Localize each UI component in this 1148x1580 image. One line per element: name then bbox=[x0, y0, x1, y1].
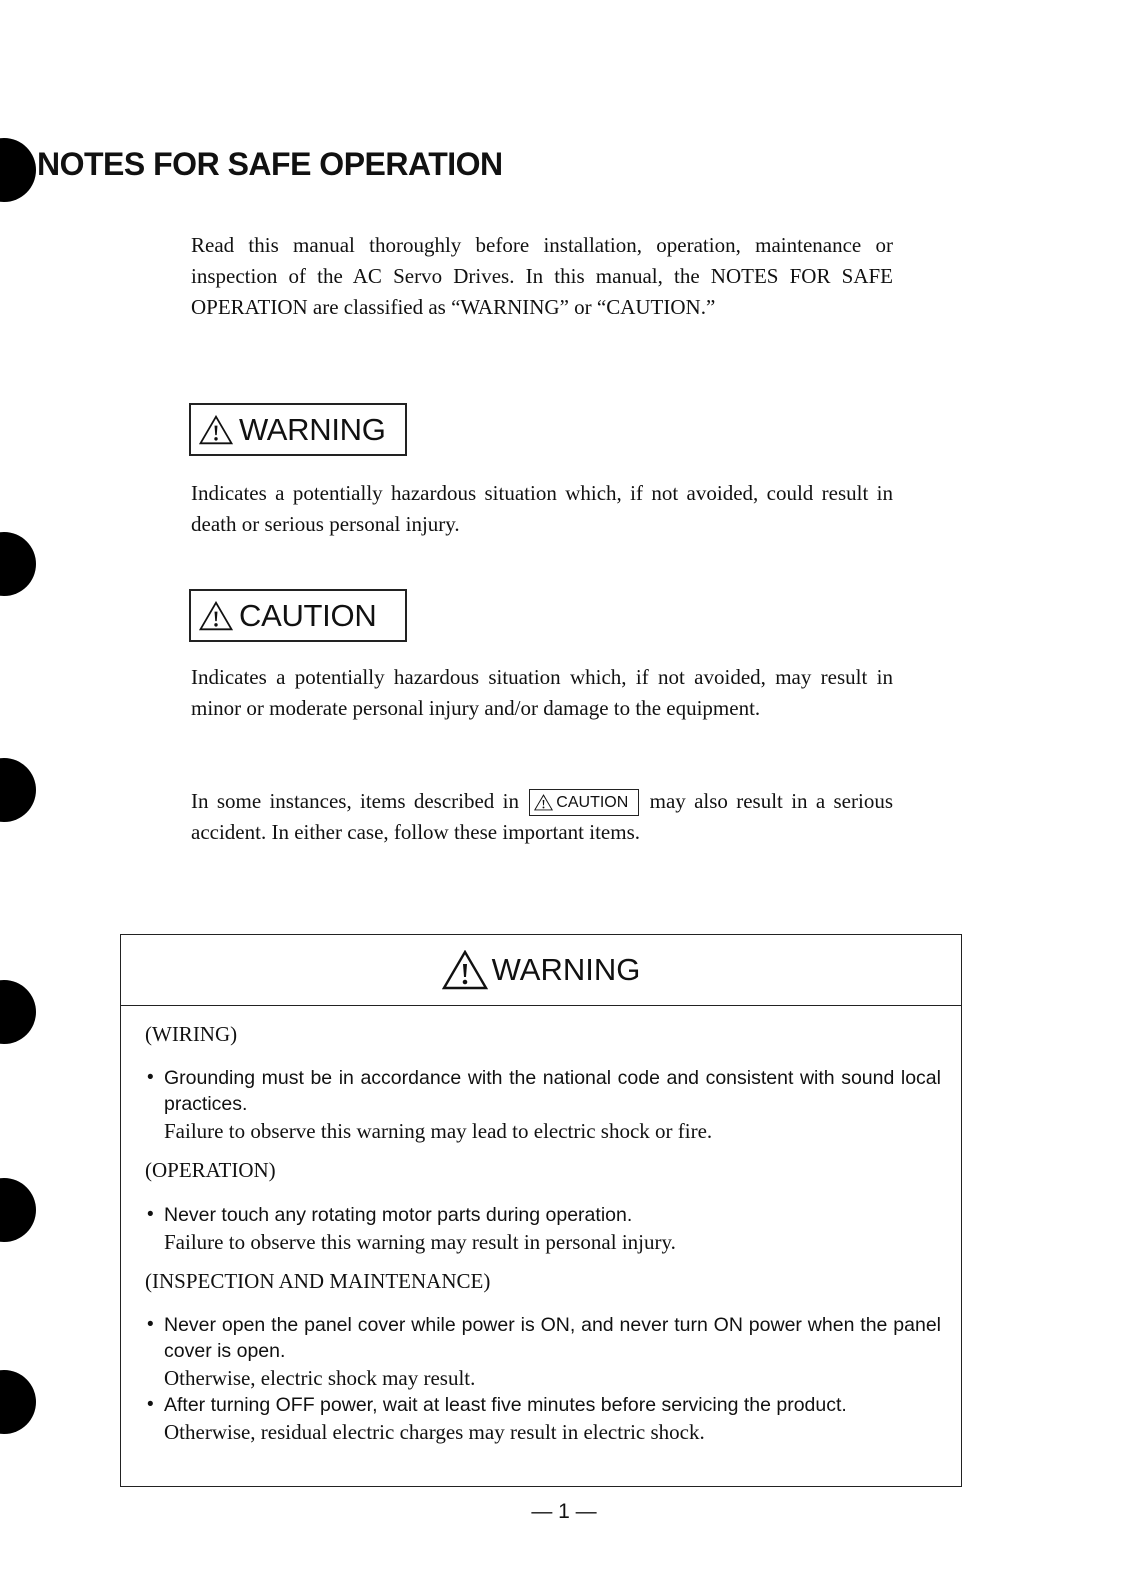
caution-label bbox=[189, 589, 407, 642]
warning-item bbox=[147, 1312, 941, 1392]
binder-hole bbox=[0, 532, 36, 596]
bullet-dot: • bbox=[147, 1394, 154, 1415]
warning-item bbox=[147, 1065, 941, 1145]
section-heading-inspection: (INSPECTION AND MAINTENANCE) bbox=[145, 1269, 491, 1293]
warning-item-text: Never open the panel cover while power is ON, and never turn ON power when the panel cover is open. bbox=[164, 1314, 941, 1362]
instances-note bbox=[191, 786, 893, 848]
warning-box-title: WARNING bbox=[491, 952, 641, 987]
warning-item-text: Grounding must be in accordance with the national code and consistent with sound local practices. bbox=[164, 1067, 941, 1115]
warning-triangle-icon bbox=[199, 601, 233, 631]
bullet-dot: • bbox=[147, 1067, 154, 1088]
binder-hole bbox=[0, 980, 36, 1044]
instances-note-after: may also result in a serious accident. In either case, follow these important items. bbox=[191, 789, 894, 844]
warning-label-text: WARNING bbox=[239, 411, 386, 447]
warning-triangle-icon bbox=[534, 794, 553, 811]
bullet-dot: • bbox=[147, 1314, 154, 1335]
warning-item-consequence: Failure to observe this warning may result in personal injury. bbox=[164, 1230, 676, 1254]
section-heading-operation: (OPERATION) bbox=[145, 1158, 276, 1182]
warning-item-text: After turning OFF power, wait at least five minutes before servicing the product. bbox=[164, 1394, 847, 1416]
section-heading-wiring: (WIRING) bbox=[145, 1022, 238, 1046]
warning-item bbox=[147, 1202, 941, 1256]
warning-item-consequence: Otherwise, residual electric charges may result in electric shock. bbox=[164, 1420, 705, 1444]
intro-paragraph: Read this manual thoroughly before installation, operation, maintenance or inspection of the AC Servo Drives. In this manual, the NOTES FOR SAFE OPERATION are classified as “WARNING” or “CAUTION.” bbox=[191, 233, 893, 319]
instances-note-before: In some instances, items described in bbox=[191, 789, 528, 813]
warning-box-header bbox=[121, 935, 961, 1006]
bullet-dot: • bbox=[147, 1204, 154, 1225]
warning-box bbox=[120, 934, 962, 1487]
warning-description: Indicates a potentially hazardous situation which, if not avoided, could result in death or serious personal injury. bbox=[191, 481, 893, 536]
caution-inline-text: CAUTION bbox=[556, 794, 629, 811]
warning-triangle-icon bbox=[442, 950, 488, 990]
warning-item-consequence: Otherwise, electric shock may result. bbox=[164, 1366, 476, 1390]
page-title: NOTES FOR SAFE OPERATION bbox=[37, 146, 503, 182]
warning-triangle-icon bbox=[199, 415, 233, 445]
caution-description: Indicates a potentially hazardous situation which, if not avoided, may result in minor or moderate personal injury and/or damage to the equipment. bbox=[191, 665, 893, 720]
caution-label-text: CAUTION bbox=[239, 597, 377, 633]
binder-hole bbox=[0, 1370, 36, 1434]
warning-item bbox=[147, 1392, 941, 1446]
caution-inline-badge bbox=[529, 789, 639, 816]
binder-hole bbox=[0, 1178, 36, 1242]
warning-item-consequence: Failure to observe this warning may lead to electric shock or fire. bbox=[164, 1119, 713, 1143]
warning-item-text: Never touch any rotating motor parts during operation. bbox=[164, 1204, 633, 1226]
binder-hole bbox=[0, 138, 36, 202]
warning-label bbox=[189, 403, 407, 456]
page-number: — 1 — bbox=[531, 1500, 597, 1523]
binder-hole bbox=[0, 758, 36, 822]
